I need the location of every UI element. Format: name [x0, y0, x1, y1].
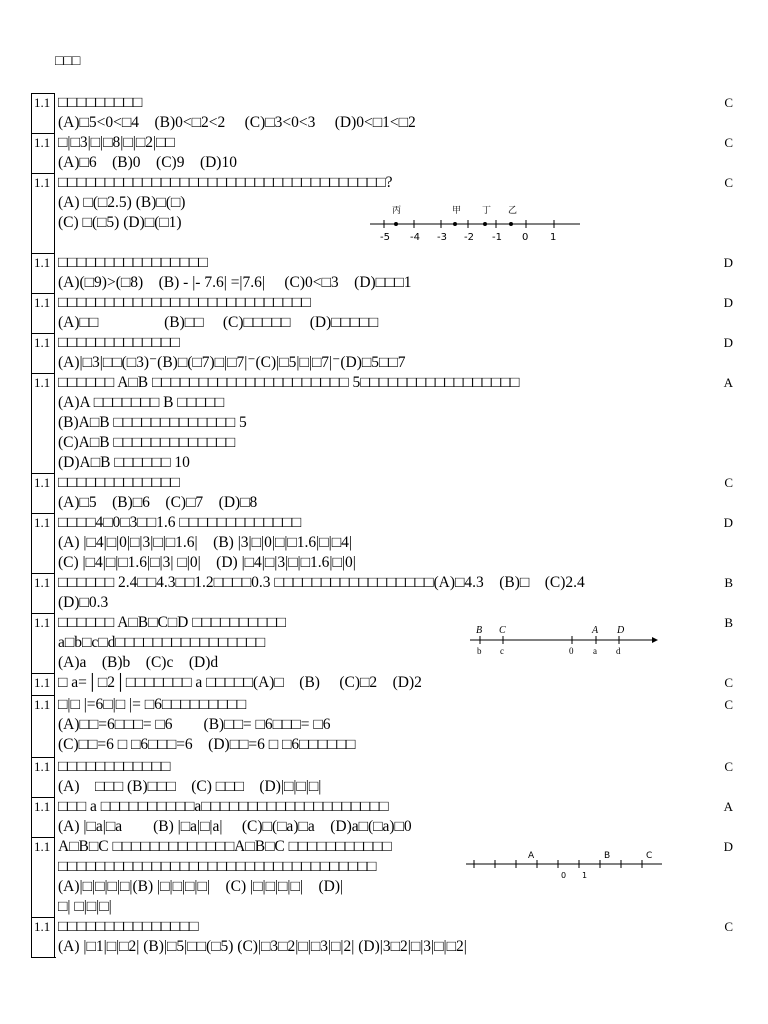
question-content [58, 253, 678, 293]
question-option-line: (C)A□B □□□□□□□□□□□□□ [58, 434, 236, 451]
question-stem: □□□ a □□□□□□□□□□a□□□□□□□□□□□□□□□□□□□□ [58, 798, 389, 815]
label-b: b [477, 646, 482, 656]
question-option-line: (C) |□4|□|□1.6|□|3| □|0| (D) |□4|□|3|□|□1.6|□|0| [58, 554, 356, 571]
answer-key: D [723, 255, 733, 270]
label-0: 0 [569, 646, 574, 656]
question-stem: □|□3|□|□8|□|□2|□□ [58, 134, 175, 151]
question-option-line: (A)□5<0<□4 (B)0<□2<2 (C)□3<0<3 (D)0<□1<□2 [58, 114, 416, 131]
point-marker [483, 222, 487, 226]
question-number: 1.1 [31, 757, 55, 797]
question-stem: □□□□□□□□□□□□□ [58, 334, 180, 351]
question-content [58, 373, 678, 473]
label-a: a [593, 646, 597, 656]
question-content [58, 473, 678, 513]
label-ding: 丁 [482, 206, 492, 216]
question-stem: □□□□□□ A□B□C□D □□□□□□□□□□ [58, 614, 286, 631]
question-option-line: (C) □(□5) (D)□(□1) [58, 214, 182, 231]
question-stem: □□□□□□ A□B □□□□□□□□□□□□□□□□□□□□□ 5□□□□□□□□□□□□□□□□□ [58, 374, 520, 391]
question-content [58, 293, 678, 333]
question-number: 1.1 [31, 293, 55, 333]
answer-key: A [723, 799, 733, 814]
question-content [58, 797, 678, 837]
question-number: 1.1 [31, 513, 55, 573]
label-B: B [476, 625, 483, 636]
label-C: C [646, 851, 653, 861]
answer-key: D [723, 839, 733, 854]
question-number: 1.1 [31, 837, 55, 917]
question-number: 1.1 [31, 917, 55, 958]
question-number: 1.1 [31, 133, 55, 173]
answer-key: C [724, 475, 733, 490]
answer-key: C [724, 675, 733, 690]
answer-key: C [724, 759, 733, 774]
question-option-line: (A)a (B)b (C)c (D)d [58, 654, 219, 671]
question-number: 1.1 [31, 373, 55, 473]
question-stem: □□□□□□□□□ [58, 94, 143, 111]
question-stem: □□□□□□□□□□□□□□□ [58, 918, 199, 935]
question-number: 1.1 [31, 613, 55, 673]
question-number: 1.1 [31, 673, 55, 695]
tick-label: 0 [522, 232, 529, 243]
label-B: B [604, 851, 611, 861]
question-number: 1.1 [31, 173, 55, 253]
answer-key: D [723, 515, 733, 530]
question-option-line: (A) |□1|□|□2| (B)|□5|□□(□5) (C)|□3□2|□|□3|□|2| (D)|3□2|□|3|□|□2| [58, 938, 467, 955]
tick-label: -1 [492, 232, 502, 243]
answer-key: C [724, 95, 733, 110]
question-number: 1.1 [31, 573, 55, 613]
question-option-line: □□□□□□□□□□□□□□□□□□□□□□□□□□□□□□□□□□ [58, 858, 377, 875]
question-stem: □□□□□□□□□□□□□□□□□□□□□□□□□□□ [58, 294, 311, 311]
question-content [58, 573, 678, 613]
question-number: 1.1 [31, 253, 55, 293]
question-option-line: (A)□6 (B)0 (C)9 (D)10 [58, 154, 237, 171]
label-bing: 丙 [392, 206, 402, 216]
question-stem: □ a=│□2│□□□□□□□ a □□□□□(A)□ (B) (C)□2 (D)2 [58, 674, 422, 691]
tick-label-1: 1 [582, 871, 588, 880]
answer-key: B [724, 615, 733, 630]
question-option-line: (A)□□ (B)□□ (C)□□□□□ (D)□□□□□ [58, 314, 379, 331]
tick-label: -2 [464, 232, 474, 243]
question-option-line: (D)□0.3 [58, 594, 109, 611]
tick-label: -4 [410, 232, 420, 243]
point-marker [394, 222, 398, 226]
answer-key: C [724, 697, 733, 712]
tick-label: -3 [437, 232, 447, 243]
point-marker [453, 222, 457, 226]
question-stem: □|□ |=6□|□ |= □6□□□□□□□□□ [58, 696, 247, 713]
question-option-line: (A)□□=6□□□= □6 (B)□□= □6□□□= □6 [58, 716, 331, 733]
point-marker [509, 222, 513, 226]
question-option-line: (C)□□=6 □ □6□□□=6 (D)□□=6 □ □6□□□□□□ [58, 736, 356, 753]
answer-key: C [724, 175, 733, 190]
number-line-figure-q3 [368, 202, 588, 246]
tick-label: -5 [380, 232, 390, 243]
question-option-line: (A)|□3|□□(□3)⁻(B)□(□7)□|□7|⁻(C)|□5|□|□7|⁻(D)□5□□7 [58, 354, 406, 371]
question-content [58, 133, 678, 173]
label-yi: 乙 [508, 206, 518, 216]
question-number: 1.1 [31, 797, 55, 837]
answer-key: A [723, 375, 733, 390]
number-line-figure-q11 [466, 622, 660, 658]
table-bottom-border [31, 957, 56, 958]
answer-key: C [724, 135, 733, 150]
question-number: 1.1 [31, 695, 55, 757]
label-d: d [616, 646, 621, 656]
question-option-line: (A) □(□2.5) (B)□(□) [58, 194, 186, 211]
label-A: A [592, 625, 599, 636]
label-A: A [528, 851, 535, 861]
question-content [58, 513, 678, 573]
question-option-line: (A) |□a|□a (B) |□a|□|a| (C)□(□a)□a (D)a□(□a)□0 [58, 818, 412, 835]
label-jia: 甲 [452, 206, 462, 216]
answer-key: D [723, 295, 733, 310]
label-C: C [499, 625, 506, 636]
question-option-line: (A) □□□ (B)□□□ (C) □□□ (D)|□|□|□| [58, 778, 322, 795]
label-c: c [500, 646, 504, 656]
answer-key: C [724, 919, 733, 934]
question-content [58, 917, 678, 957]
question-content [58, 333, 678, 373]
question-content [58, 757, 678, 797]
question-option-line: (A)A □□□□□□□ B □□□□□ [58, 394, 225, 411]
question-number: 1.1 [31, 333, 55, 373]
question-stem: □□□□□□□□□□□□ [58, 758, 171, 775]
question-number: 1.1 [31, 93, 55, 133]
question-stem: □□□□□□□□□□□□□ [58, 474, 180, 491]
question-content [58, 695, 678, 755]
question-number: 1.1 [31, 473, 55, 513]
label-D: D [617, 625, 625, 636]
question-option-line: □| □|□|□| [58, 898, 112, 915]
question-option-line: (A)□5 (B)□6 (C)□7 (D)□8 [58, 494, 258, 511]
question-option-line: (A) |□4|□|0|□|3|□|□1.6| (B) |3|□|0|□|□1.6|□|□4| [58, 534, 352, 551]
tick-label: 1 [550, 232, 557, 243]
page-title: □□□ [55, 54, 81, 69]
question-content [58, 93, 678, 133]
question-content [58, 673, 678, 693]
answer-key: B [724, 575, 733, 590]
question-option-line: (B)A□B □□□□□□□□□□□□□ 5 [58, 414, 247, 431]
number-line-figure-q16 [464, 848, 668, 882]
tick-label-0: 0 [561, 871, 567, 880]
question-stem: □□□□□□□□□□□□□□□□ [58, 254, 208, 271]
question-stem: □□□□□□ 2.4□□4.3□□1.2□□□□0.3 □□□□□□□□□□□□□□□□□(A)□4.3 (B)□ (C)2.4 [58, 574, 585, 591]
question-stem: □□□□4□0□3□□1.6 □□□□□□□□□□□□□ [58, 514, 302, 531]
question-stem: □□□□□□□□□□□□□□□□□□□□□□□□□□□□□□□□□□□? [58, 174, 393, 191]
question-option-line: (A)|□|□|□|□|(B) |□|□|□|□| (C) |□|□|□|□| (D)| [58, 878, 344, 895]
question-stem: A□B□C □□□□□□□□□□□□□A□B□C □□□□□□□□□□□ [58, 838, 392, 855]
question-option-line: (D)A□B □□□□□□ 10 [58, 454, 190, 471]
question-option-line: (A)(□9)>(□8) (B) - |- 7.6| =|7.6| (C)0<□3 (D)□□□1 [58, 274, 412, 291]
answer-key: D [723, 335, 733, 350]
question-option-line: a□b□c□d□□□□□□□□□□□□□□□□ [58, 634, 266, 651]
